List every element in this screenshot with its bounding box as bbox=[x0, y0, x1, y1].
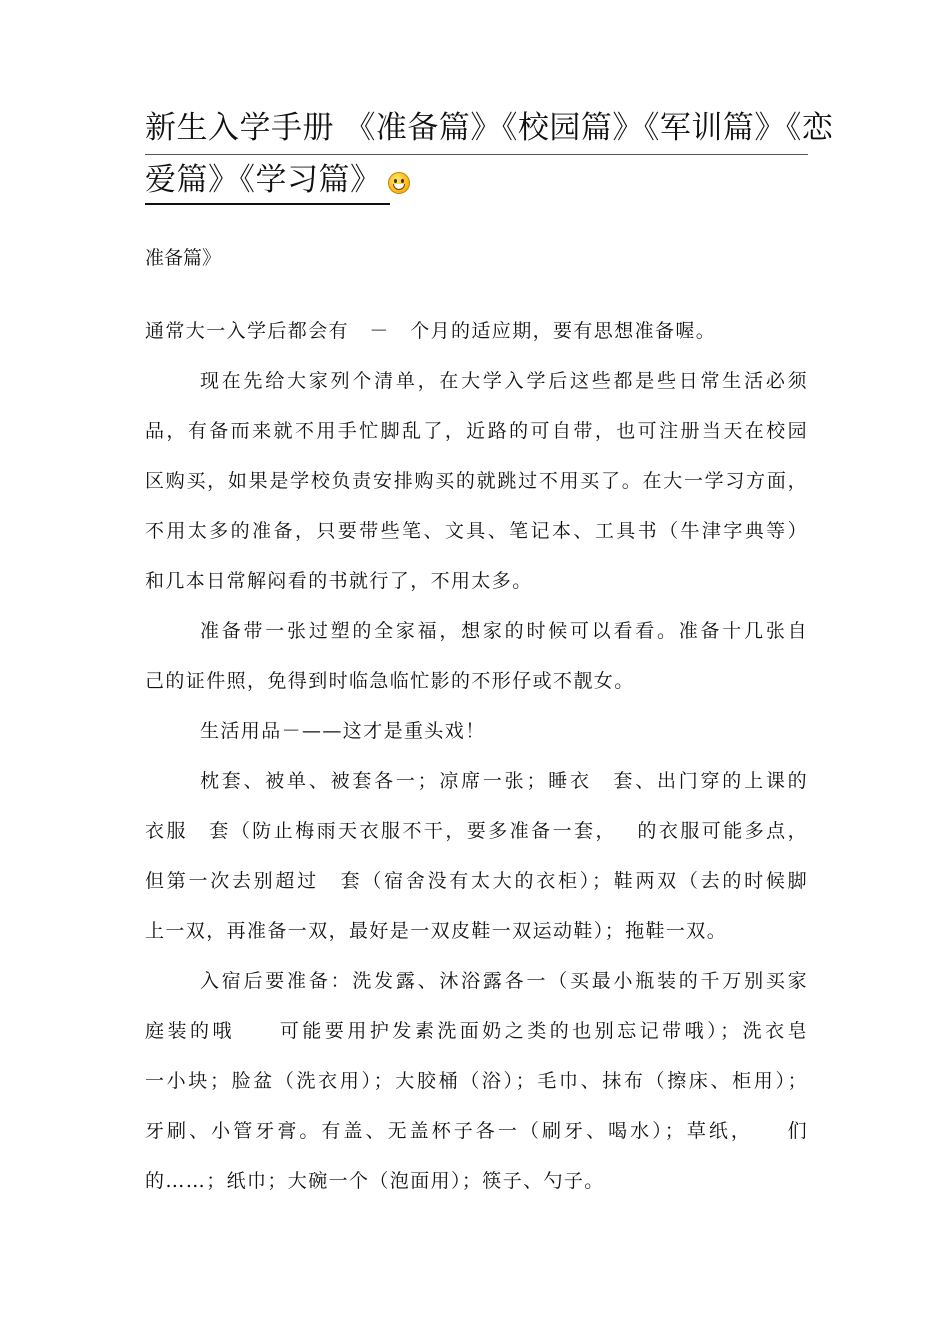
title-line-2-text: 爱篇》《学习篇》 bbox=[145, 162, 382, 198]
paragraph-line: 一小块；脸盆（洗衣用）；大胶桶（浴）；毛巾、抹布（擦床、柜用）； bbox=[145, 1070, 808, 1092]
paragraph-line: 区购买，如果是学校负责安排购买的就跳过不用买了。在大一学习方面， bbox=[145, 470, 808, 492]
paragraph-line: 入宿后要准备：洗发露、沐浴露各一（买最小瓶装的千万别买家 bbox=[200, 970, 808, 992]
paragraph-line: 枕套、被单、被套各一；凉席一张；睡衣 套、出门穿的上课的 bbox=[200, 770, 808, 792]
paragraph-line: 准备带一张过塑的全家福，想家的时候可以看看。准备十几张自 bbox=[200, 620, 808, 642]
paragraph-line: 庭装的哦 可能要用护发素洗面奶之类的也别忘记带哦）；洗衣皂 bbox=[145, 1020, 808, 1042]
title-rule bbox=[145, 154, 808, 155]
paragraph-line: 己的证件照，免得到时临急临忙影的不形仔或不靓女。 bbox=[145, 670, 635, 692]
section-heading: 准备篇》 bbox=[145, 247, 222, 269]
paragraph-line: 衣服 套（防止梅雨天衣服不干，要多准备一套， 的衣服可能多点， bbox=[145, 820, 808, 842]
paragraph-line: 品，有备而来就不用手忙脚乱了，近路的可自带，也可注册当天在校园 bbox=[145, 420, 808, 442]
paragraph-line: 牙刷、小管牙膏。有盖、无盖杯子各一（刷牙、喝水）；草纸， 们 bbox=[145, 1120, 808, 1142]
title-line-1: 新生入学手册 《准备篇》《校园篇》《军训篇》《恋 bbox=[145, 110, 834, 146]
paragraph-line: 但第一次去别超过 套（宿舍没有太大的衣柜）；鞋两双（去的时候脚 bbox=[145, 870, 808, 892]
paragraph-line: 不用太多的准备，只要带些笔、文具、笔记本、工具书（牛津字典等） bbox=[145, 520, 808, 542]
title-underline bbox=[145, 203, 390, 205]
paragraph-line: 现在先给大家列个清单，在大学入学后这些都是些日常生活必须 bbox=[200, 370, 808, 392]
paragraph-line: 的……；纸巾；大碗一个（泡面用）；筷子、勺子。 bbox=[145, 1170, 605, 1192]
paragraph-line: 和几本日常解闷看的书就行了，不用太多。 bbox=[145, 570, 533, 592]
paragraph-line: 上一双，再准备一双，最好是一双皮鞋一双运动鞋）；拖鞋一双。 bbox=[145, 920, 728, 942]
title-line-2 bbox=[145, 154, 810, 206]
paragraph-line: 生活用品－——这才是重头戏！ bbox=[200, 720, 486, 742]
grinning-face-icon bbox=[388, 172, 410, 194]
paragraph-line: 通常大一入学后都会有 － 个月的适应期，要有思想准备喔。 bbox=[145, 320, 717, 342]
